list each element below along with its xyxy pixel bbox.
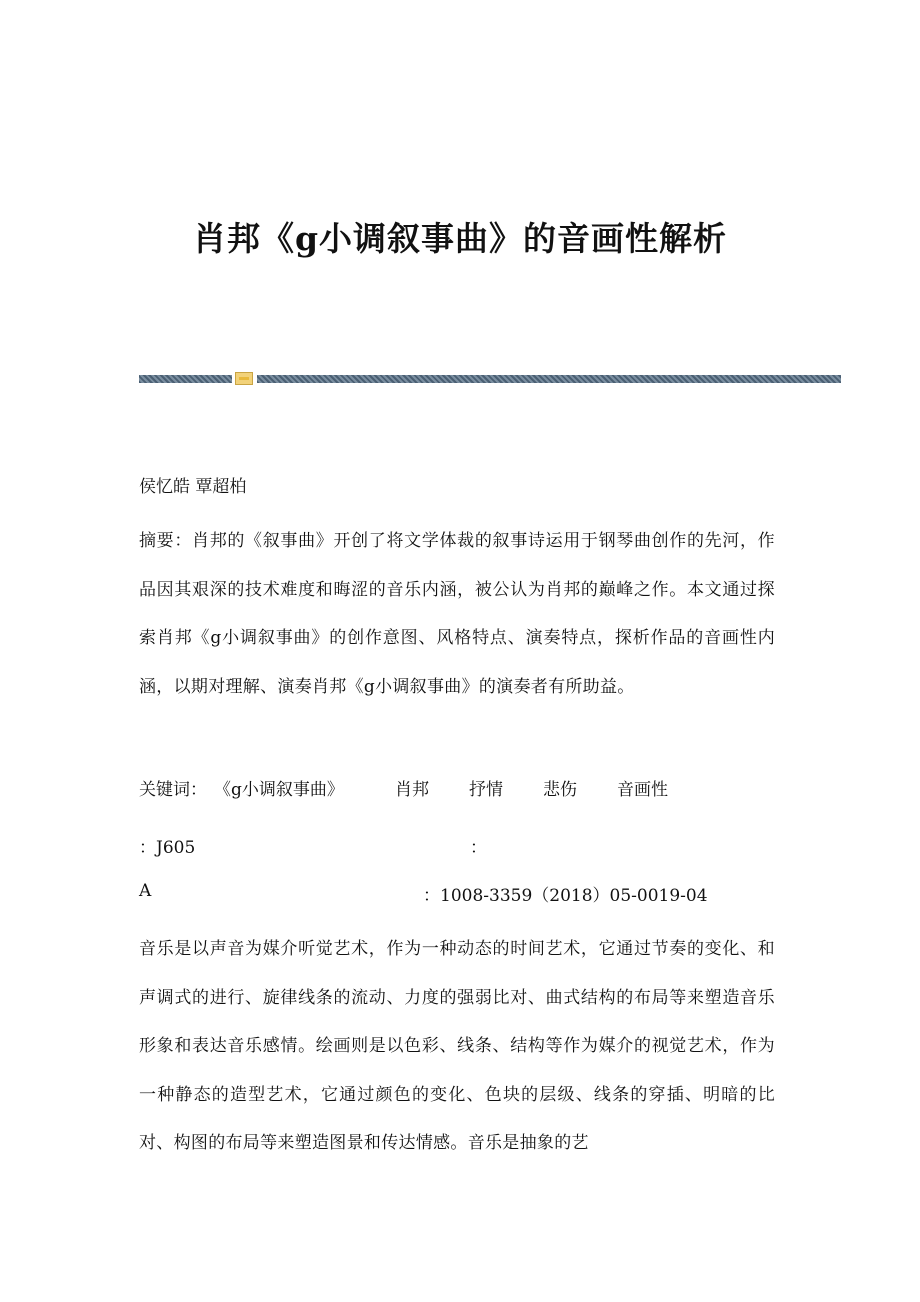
- keyword-item: 肖邦: [395, 780, 429, 800]
- body-paragraph: 音乐是以声音为媒介听觉艺术，作为一种动态的时间艺术，它通过节奏的变化、和声调式的进行、旋律线条的流动、力度的强弱比对、曲式结构的布局等来塑造音乐形象和表达音乐感情。绘画则是以色彩、线条、结构等作为媒介的视觉艺术，作为一种静态的造型艺术，它通过颜色的变化、色块的层级、线条的穿插、明暗的比对、构图的布局等来塑造图景和传达情感。音乐是抽象的艺: [139, 939, 775, 1153]
- clc-number: ：J605: [139, 838, 196, 858]
- keyword-item: 《g小调叙事曲》: [214, 780, 344, 800]
- paper-title: 肖邦《g小调叙事曲》的音画性解析: [192, 219, 728, 258]
- doc-code: A: [139, 881, 152, 901]
- keywords-label: 关键词：: [139, 780, 207, 800]
- authors: 侯忆皓 覃超柏: [139, 477, 247, 497]
- keyword-item: 音画性: [617, 780, 668, 800]
- doc-code-colon: ：: [470, 838, 487, 858]
- article-id: ：1008-3359（2018）05-0019-04: [423, 886, 708, 906]
- keyword-item: 抒情: [469, 780, 503, 800]
- divider-bar-right: [257, 375, 841, 383]
- keyword-item: 悲伤: [543, 780, 577, 800]
- abstract: 摘要：肖邦的《叙事曲》开创了将文学体裁的叙事诗运用于钢琴曲创作的先河，作品因其艰深的技术难度和晦涩的音乐内涵，被公认为肖邦的巅峰之作。本文通过探索肖邦《g小调叙事曲》的创作意图、风格特点、演奏特点，探析作品的音画性内涵，以期对理解、演奏肖邦《g小调叙事曲》的演奏者有所助益。: [139, 531, 775, 697]
- divider-ornament-icon: [235, 372, 253, 385]
- title-divider: [139, 375, 841, 383]
- divider-bar-left: [139, 375, 232, 383]
